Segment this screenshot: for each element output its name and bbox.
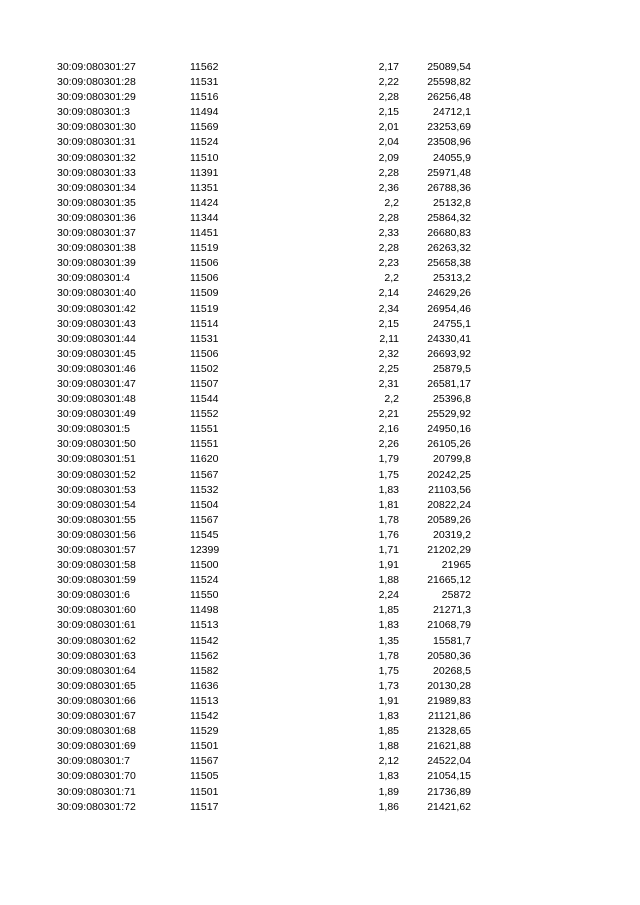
number-cell: 11519 xyxy=(190,242,219,255)
value-cell: 25658,38 xyxy=(427,257,471,270)
number-cell: 11506 xyxy=(190,272,219,285)
ratio-cell: 2,28 xyxy=(378,211,399,224)
table-row xyxy=(0,302,640,317)
value-cell: 21068,79 xyxy=(427,619,471,632)
cadastral-number-cell: 30:09:080301:48 xyxy=(57,393,136,406)
number-cell: 11509 xyxy=(190,287,219,300)
value-cell: 25313,2 xyxy=(433,272,471,285)
ratio-cell: 2,12 xyxy=(378,755,399,768)
value-cell: 20242,25 xyxy=(427,468,471,481)
value-cell: 25089,54 xyxy=(427,61,471,73)
number-cell: 11567 xyxy=(190,468,219,481)
value-cell: 21103,56 xyxy=(427,483,471,496)
number-cell: 11506 xyxy=(190,347,219,360)
cadastral-number-cell: 30:09:080301:6 xyxy=(57,589,130,602)
cadastral-number-cell: 30:09:080301:47 xyxy=(57,377,136,390)
table-row xyxy=(0,211,640,226)
cadastral-number-cell: 30:09:080301:56 xyxy=(57,528,136,541)
cadastral-number-cell: 30:09:080301:59 xyxy=(57,574,136,587)
value-cell: 26680,83 xyxy=(427,227,471,240)
table-row xyxy=(0,392,640,407)
table-row xyxy=(0,135,640,150)
cadastral-number-cell: 30:09:080301:71 xyxy=(57,785,136,798)
table-row xyxy=(0,573,640,588)
cadastral-number-cell: 30:09:080301:31 xyxy=(57,136,136,149)
ratio-cell: 1,83 xyxy=(378,710,399,723)
value-cell: 26581,17 xyxy=(427,377,471,390)
cadastral-number-cell: 30:09:080301:38 xyxy=(57,242,136,255)
table-row xyxy=(0,332,640,347)
number-cell: 11507 xyxy=(190,377,219,390)
ratio-cell: 2,28 xyxy=(378,242,399,255)
number-cell: 11562 xyxy=(190,649,219,662)
value-cell: 26693,92 xyxy=(427,347,471,360)
table-row xyxy=(0,75,640,90)
table-row xyxy=(0,452,640,467)
number-cell: 11531 xyxy=(190,332,219,345)
ratio-cell: 2,21 xyxy=(378,408,399,421)
value-cell: 25529,92 xyxy=(427,408,471,421)
table-row xyxy=(0,105,640,120)
number-cell: 11569 xyxy=(190,121,219,134)
table-row xyxy=(0,347,640,362)
table-row xyxy=(0,226,640,241)
cadastral-number-cell: 30:09:080301:40 xyxy=(57,287,136,300)
ratio-cell: 1,81 xyxy=(378,498,399,511)
cadastral-number-cell: 30:09:080301:43 xyxy=(57,317,136,330)
ratio-cell: 2,23 xyxy=(378,257,399,270)
number-cell: 11351 xyxy=(190,181,219,194)
ratio-cell: 2,2 xyxy=(384,393,399,406)
value-cell: 26788,36 xyxy=(427,181,471,194)
ratio-cell: 2,2 xyxy=(384,196,399,209)
number-cell: 11567 xyxy=(190,755,219,768)
table-row xyxy=(0,166,640,181)
ratio-cell: 1,73 xyxy=(378,679,399,692)
cadastral-number-cell: 30:09:080301:46 xyxy=(57,362,136,375)
cadastral-number-cell: 30:09:080301:33 xyxy=(57,166,136,179)
ratio-cell: 1,75 xyxy=(378,664,399,677)
value-cell: 25864,32 xyxy=(427,211,471,224)
cadastral-number-cell: 30:09:080301:30 xyxy=(57,121,136,134)
number-cell: 11545 xyxy=(190,528,219,541)
cadastral-number-cell: 30:09:080301:50 xyxy=(57,438,136,451)
number-cell: 11524 xyxy=(190,136,219,149)
value-cell: 21665,12 xyxy=(427,574,471,587)
table-row xyxy=(0,634,640,649)
cadastral-number-cell: 30:09:080301:5 xyxy=(57,423,130,436)
number-cell: 11513 xyxy=(190,694,219,707)
table-row xyxy=(0,739,640,754)
value-cell: 26263,32 xyxy=(427,242,471,255)
table-row xyxy=(0,271,640,286)
number-cell: 11550 xyxy=(190,589,219,602)
cadastral-number-cell: 30:09:080301:62 xyxy=(57,634,136,647)
ratio-cell: 2,2 xyxy=(384,272,399,285)
number-cell: 11500 xyxy=(190,559,219,572)
table-row xyxy=(0,709,640,724)
value-cell: 21121,86 xyxy=(427,710,471,723)
table-row xyxy=(0,754,640,769)
ratio-cell: 2,11 xyxy=(379,332,399,345)
ratio-cell: 1,83 xyxy=(378,770,399,783)
table-row xyxy=(0,437,640,452)
number-cell: 11552 xyxy=(190,408,219,421)
value-cell: 25879,5 xyxy=(433,362,471,375)
value-cell: 25132,8 xyxy=(433,196,471,209)
table-body xyxy=(0,60,640,815)
table-row xyxy=(0,60,640,75)
ratio-cell: 1,88 xyxy=(378,740,399,753)
number-cell: 11501 xyxy=(190,785,219,798)
ratio-cell: 2,31 xyxy=(378,377,399,390)
ratio-cell: 2,32 xyxy=(378,347,399,360)
ratio-cell: 2,25 xyxy=(378,362,399,375)
ratio-cell: 2,15 xyxy=(378,106,399,119)
value-cell: 20580,36 xyxy=(427,649,471,662)
value-cell: 20822,24 xyxy=(427,498,471,511)
ratio-cell: 1,83 xyxy=(378,619,399,632)
value-cell: 25598,82 xyxy=(427,76,471,89)
number-cell: 11505 xyxy=(190,770,219,783)
table-row xyxy=(0,407,640,422)
value-cell: 21421,62 xyxy=(427,800,471,813)
value-cell: 20268,5 xyxy=(433,664,471,677)
value-cell: 20589,26 xyxy=(427,513,471,526)
number-cell: 11451 xyxy=(190,227,219,240)
cadastral-number-cell: 30:09:080301:67 xyxy=(57,710,136,723)
number-cell: 12399 xyxy=(190,544,220,556)
table-row xyxy=(0,588,640,603)
value-cell: 24755,1 xyxy=(433,317,471,330)
cadastral-number-cell: 30:09:080301:49 xyxy=(57,408,136,421)
value-cell: 24522,04 xyxy=(427,755,471,768)
ratio-cell: 2,04 xyxy=(378,136,399,149)
number-cell: 11551 xyxy=(190,423,219,436)
cadastral-number-cell: 30:09:080301:57 xyxy=(57,544,136,556)
cadastral-number-cell: 30:09:080301:42 xyxy=(57,302,136,315)
cadastral-number-cell: 30:09:080301:64 xyxy=(57,664,136,677)
number-cell: 11510 xyxy=(190,151,219,164)
table-row xyxy=(0,513,640,528)
number-cell: 11532 xyxy=(190,483,219,496)
value-cell: 26105,26 xyxy=(427,438,471,451)
ratio-cell: 2,14 xyxy=(378,287,399,300)
number-cell: 11391 xyxy=(190,166,219,179)
table-row xyxy=(0,120,640,135)
ratio-cell: 1,88 xyxy=(378,574,399,587)
number-cell: 11506 xyxy=(190,257,219,270)
ratio-cell: 1,76 xyxy=(378,528,399,541)
value-cell: 21328,65 xyxy=(427,725,471,738)
value-cell: 21202,29 xyxy=(427,544,471,556)
value-cell: 25971,48 xyxy=(427,166,471,179)
value-cell: 21989,83 xyxy=(427,694,471,707)
cadastral-number-cell: 30:09:080301:39 xyxy=(57,257,136,270)
number-cell: 11524 xyxy=(190,574,219,587)
value-cell: 20799,8 xyxy=(433,453,471,466)
number-cell: 11501 xyxy=(190,740,219,753)
number-cell: 11498 xyxy=(190,604,219,617)
number-cell: 11544 xyxy=(190,393,219,406)
ratio-cell: 1,79 xyxy=(378,453,399,466)
ratio-cell: 1,78 xyxy=(378,649,399,662)
value-cell: 23253,69 xyxy=(427,121,471,134)
table-row xyxy=(0,422,640,437)
cadastral-number-cell: 30:09:080301:65 xyxy=(57,679,136,692)
ratio-cell: 1,85 xyxy=(378,604,399,617)
number-cell: 11531 xyxy=(190,76,219,89)
ratio-cell: 2,24 xyxy=(378,589,399,602)
cadastral-number-cell: 30:09:080301:53 xyxy=(57,483,136,496)
cadastral-number-cell: 30:09:080301:36 xyxy=(57,211,136,224)
table-row xyxy=(0,785,640,800)
ratio-cell: 1,85 xyxy=(378,725,399,738)
ratio-cell: 1,75 xyxy=(378,468,399,481)
table-row xyxy=(0,90,640,105)
table-row xyxy=(0,558,640,573)
ratio-cell: 1,71 xyxy=(378,544,399,556)
table-row xyxy=(0,679,640,694)
cadastral-number-cell: 30:09:080301:37 xyxy=(57,227,136,240)
number-cell: 11620 xyxy=(190,453,219,466)
table-row xyxy=(0,362,640,377)
value-cell: 15581,7 xyxy=(433,634,471,647)
cadastral-number-cell: 30:09:080301:66 xyxy=(57,694,136,707)
table-row xyxy=(0,664,640,679)
ratio-cell: 2,01 xyxy=(378,121,399,134)
number-cell: 11636 xyxy=(190,679,219,692)
cadastral-number-cell: 30:09:080301:69 xyxy=(57,740,136,753)
value-cell: 20319,2 xyxy=(433,528,471,541)
cadastral-number-cell: 30:09:080301:61 xyxy=(57,619,136,632)
cadastral-number-cell: 30:09:080301:52 xyxy=(57,468,136,481)
cadastral-number-cell: 30:09:080301:35 xyxy=(57,196,136,209)
value-cell: 21621,88 xyxy=(427,740,471,753)
number-cell: 11562 xyxy=(190,61,219,73)
number-cell: 11519 xyxy=(190,302,219,315)
value-cell: 24950,16 xyxy=(427,423,471,436)
table-row xyxy=(0,800,640,815)
number-cell: 11582 xyxy=(190,664,219,677)
cadastral-number-cell: 30:09:080301:70 xyxy=(57,770,136,783)
table-row xyxy=(0,151,640,166)
ratio-cell: 2,36 xyxy=(378,181,399,194)
value-cell: 21736,89 xyxy=(427,785,471,798)
number-cell: 11513 xyxy=(190,619,219,632)
table-row xyxy=(0,181,640,196)
cadastral-number-cell: 30:09:080301:4 xyxy=(57,272,130,285)
ratio-cell: 2,22 xyxy=(378,76,399,89)
table-row xyxy=(0,317,640,332)
value-cell: 21271,3 xyxy=(433,604,471,617)
value-cell: 21965 xyxy=(441,559,471,572)
cadastral-number-cell: 30:09:080301:68 xyxy=(57,725,136,738)
ratio-cell: 1,78 xyxy=(378,513,399,526)
cadastral-number-cell: 30:09:080301:44 xyxy=(57,332,136,345)
ratio-cell: 2,15 xyxy=(378,317,399,330)
value-cell: 24330,41 xyxy=(427,332,471,345)
cadastral-number-cell: 30:09:080301:3 xyxy=(57,106,130,119)
cadastral-number-cell: 30:09:080301:27 xyxy=(57,61,136,73)
ratio-cell: 2,26 xyxy=(378,438,399,451)
cadastral-number-cell: 30:09:080301:63 xyxy=(57,649,136,662)
value-cell: 25872 xyxy=(441,589,471,602)
table-row xyxy=(0,286,640,301)
cadastral-number-cell: 30:09:080301:29 xyxy=(57,91,136,104)
cadastral-number-cell: 30:09:080301:51 xyxy=(57,453,136,466)
table-row xyxy=(0,694,640,709)
number-cell: 11567 xyxy=(190,513,219,526)
value-cell: 21054,15 xyxy=(427,770,471,783)
table-row xyxy=(0,196,640,211)
ratio-cell: 1,91 xyxy=(378,559,399,572)
table-row xyxy=(0,724,640,739)
ratio-cell: 2,17 xyxy=(378,61,399,73)
cadastral-number-cell: 30:09:080301:60 xyxy=(57,604,136,617)
value-cell: 24629,26 xyxy=(427,287,471,300)
table-row xyxy=(0,649,640,664)
value-cell: 24712,1 xyxy=(433,106,471,119)
ratio-cell: 1,91 xyxy=(378,694,399,707)
cadastral-number-cell: 30:09:080301:28 xyxy=(57,76,136,89)
number-cell: 11542 xyxy=(190,634,219,647)
number-cell: 11504 xyxy=(190,498,219,511)
number-cell: 11516 xyxy=(190,91,219,104)
table-row xyxy=(0,468,640,483)
ratio-cell: 1,35 xyxy=(378,634,399,647)
cadastral-number-cell: 30:09:080301:54 xyxy=(57,498,136,511)
number-cell: 11542 xyxy=(190,710,219,723)
number-cell: 11494 xyxy=(190,106,219,119)
value-cell: 26256,48 xyxy=(427,91,471,104)
number-cell: 11551 xyxy=(190,438,219,451)
table-row xyxy=(0,618,640,633)
number-cell: 11517 xyxy=(190,800,219,813)
table-row xyxy=(0,603,640,618)
ratio-cell: 2,09 xyxy=(378,151,399,164)
ratio-cell: 2,28 xyxy=(378,166,399,179)
number-cell: 11514 xyxy=(190,317,219,330)
table-row xyxy=(0,498,640,513)
number-cell: 11502 xyxy=(190,362,219,375)
ratio-cell: 2,34 xyxy=(378,302,399,315)
cadastral-number-cell: 30:09:080301:72 xyxy=(57,800,136,813)
table-row xyxy=(0,543,640,558)
table-row xyxy=(0,769,640,784)
table-row xyxy=(0,241,640,256)
cadastral-number-cell: 30:09:080301:32 xyxy=(57,151,136,164)
ratio-cell: 2,33 xyxy=(378,227,399,240)
value-cell: 24055,9 xyxy=(433,151,471,164)
table-row xyxy=(0,377,640,392)
ratio-cell: 1,89 xyxy=(378,785,399,798)
cadastral-number-cell: 30:09:080301:7 xyxy=(57,755,130,768)
table-row xyxy=(0,528,640,543)
ratio-cell: 1,86 xyxy=(378,800,399,813)
cadastral-number-cell: 30:09:080301:34 xyxy=(57,181,136,194)
cadastral-number-cell: 30:09:080301:55 xyxy=(57,513,136,526)
number-cell: 11529 xyxy=(190,725,219,738)
ratio-cell: 2,16 xyxy=(378,423,399,436)
cadastral-number-cell: 30:09:080301:45 xyxy=(57,347,136,360)
value-cell: 26954,46 xyxy=(427,302,471,315)
ratio-cell: 2,28 xyxy=(378,91,399,104)
cadastral-number-cell: 30:09:080301:58 xyxy=(57,559,136,572)
number-cell: 11344 xyxy=(190,211,219,224)
value-cell: 20130,28 xyxy=(427,679,471,692)
value-cell: 23508,96 xyxy=(427,136,471,149)
value-cell: 25396,8 xyxy=(433,393,471,406)
table-row xyxy=(0,483,640,498)
table-row xyxy=(0,256,640,271)
number-cell: 11424 xyxy=(190,196,219,209)
ratio-cell: 1,83 xyxy=(378,483,399,496)
